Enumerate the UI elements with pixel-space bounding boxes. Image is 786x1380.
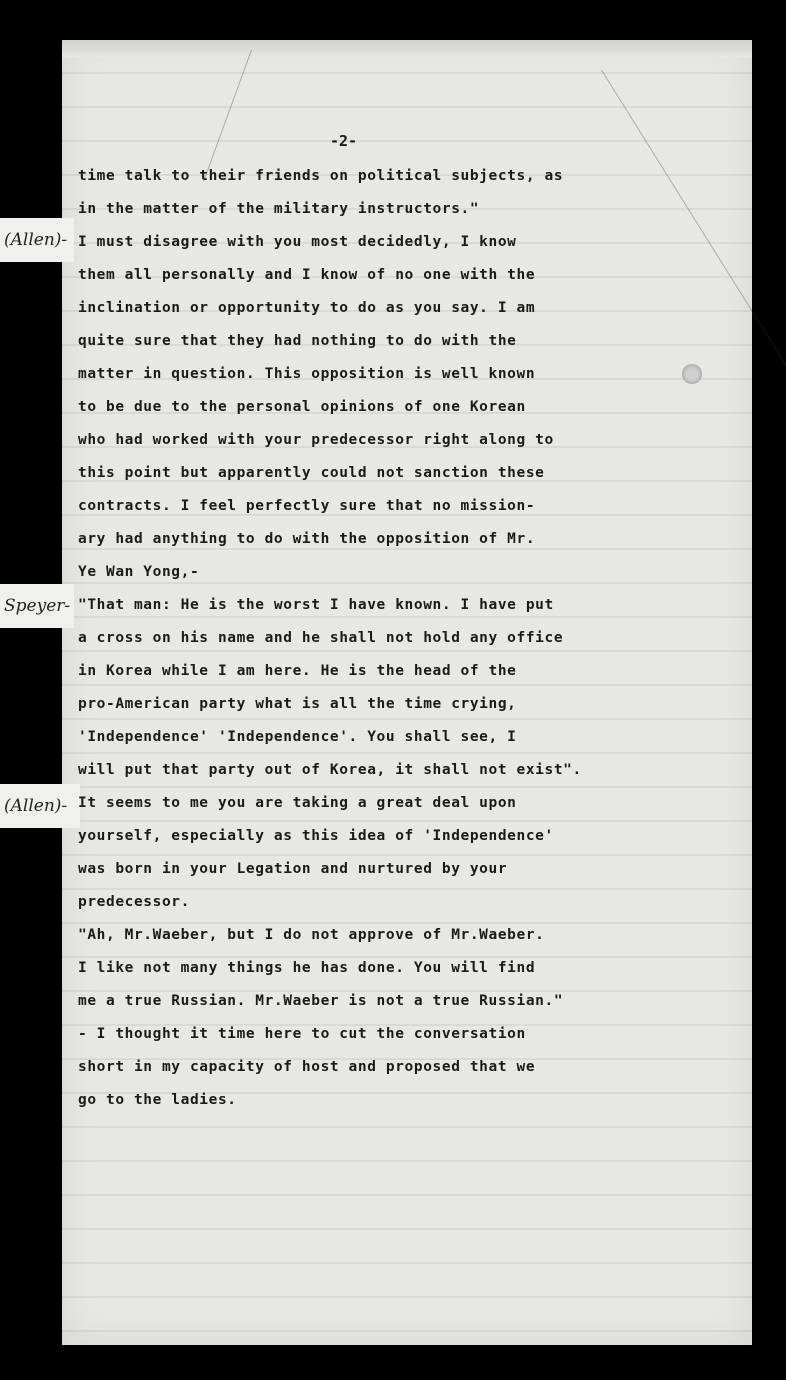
text-line: will put that party out of Korea, it shall not exist".: [78, 762, 582, 778]
paper-top-edge: [62, 40, 752, 58]
text-line: predecessor.: [78, 894, 190, 910]
text-line: pro-American party what is all the time crying,: [78, 696, 517, 712]
text-line: Ye Wan Yong,-: [78, 564, 200, 580]
margin-note-speaker-1: (Allen)-: [0, 218, 74, 262]
text-line: inclination or opportunity to do as you say. I am: [78, 300, 536, 316]
text-line: me a true Russian. Mr.Waeber is not a true Russian.": [78, 993, 564, 1009]
text-line: yourself, especially as this idea of 'Independence': [78, 828, 554, 844]
text-line: to be due to the personal opinions of one Korean: [78, 399, 526, 415]
text-line: go to the ladies.: [78, 1092, 237, 1108]
text-line: a cross on his name and he shall not hold any office: [78, 630, 564, 646]
text-line: 'Independence' 'Independence'. You shall see, I: [78, 729, 517, 745]
text-line: short in my capacity of host and proposed that we: [78, 1059, 536, 1075]
text-line: contracts. I feel perfectly sure that no mission-: [78, 498, 536, 514]
text-line: this point but apparently could not sanction these: [78, 465, 545, 481]
text-line: "That man: He is the worst I have known. I have put: [78, 597, 554, 613]
punch-hole: [682, 364, 702, 384]
text-line: who had worked with your predecessor right along to: [78, 432, 554, 448]
pencil-diagonal-line: [203, 50, 252, 182]
page-number: -2-: [330, 132, 358, 150]
text-line: ary had anything to do with the opposition of Mr.: [78, 531, 536, 547]
text-line: quite sure that they had nothing to do with the: [78, 333, 517, 349]
text-line: in the matter of the military instructors.": [78, 201, 480, 217]
text-line: - I thought it time here to cut the conversation: [78, 1026, 526, 1042]
text-line: matter in question. This opposition is well known: [78, 366, 536, 382]
text-line: was born in your Legation and nurtured by your: [78, 861, 508, 877]
text-line: in Korea while I am here. He is the head of the: [78, 663, 517, 679]
text-line: It seems to me you are taking a great deal upon: [78, 795, 517, 811]
text-line: time talk to their friends on political subjects, as: [78, 168, 564, 184]
pencil-diagonal-line: [601, 70, 786, 376]
text-line: "Ah, Mr.Waeber, but I do not approve of Mr.Waeber.: [78, 927, 545, 943]
text-line: them all personally and I know of no one with the: [78, 267, 536, 283]
text-line: I must disagree with you most decidedly, I know: [78, 234, 517, 250]
margin-note-speaker-2: Speyer-: [0, 584, 74, 628]
text-line: I like not many things he has done. You will find: [78, 960, 536, 976]
margin-note-speaker-3: (Allen)-: [0, 784, 80, 828]
